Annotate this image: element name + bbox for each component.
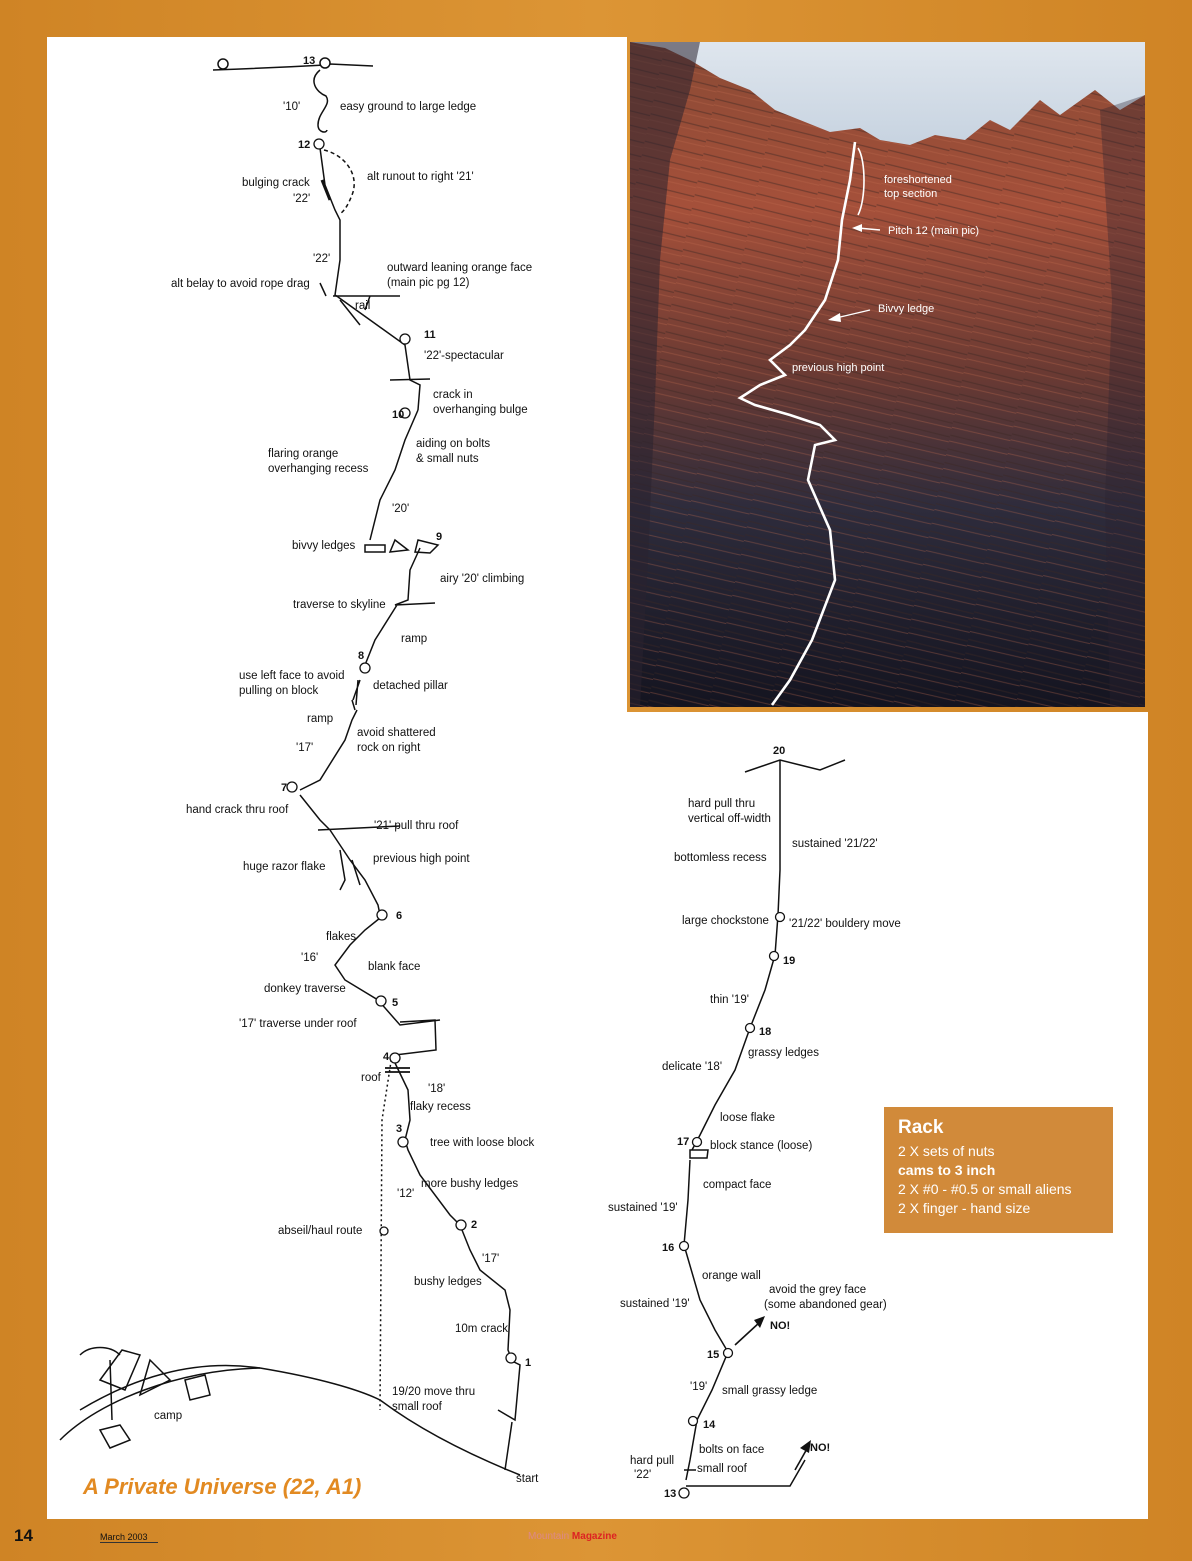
- label-grade-19: '19': [690, 1381, 708, 1393]
- label-traverse-skyline: traverse to skyline: [293, 599, 386, 611]
- label-rail: rail: [355, 300, 371, 312]
- label-flaring-1: flaring orange: [268, 448, 339, 460]
- label-small-grassy: small grassy ledge: [722, 1385, 818, 1397]
- label-prev-high: previous high point: [373, 853, 470, 865]
- label-blank-face: blank face: [368, 961, 421, 973]
- issue-date: March 2003: [100, 1532, 158, 1543]
- label-orange-face-2: (main pic pg 12): [387, 277, 470, 289]
- photo-label-bivvy: Bivvy ledge: [878, 303, 935, 315]
- label-flakes: flakes: [326, 931, 357, 943]
- belay-6: 6: [396, 910, 403, 922]
- label-crack-bulge-2: overhanging bulge: [433, 404, 528, 416]
- label-detached-pillar: detached pillar: [373, 680, 448, 692]
- label-orange-face-1: outward leaning orange face: [387, 262, 533, 274]
- label-razor-flake: huge razor flake: [243, 861, 326, 873]
- belay-12: 12: [298, 139, 311, 151]
- label-delicate: delicate '18': [662, 1061, 723, 1073]
- label-compact: compact face: [703, 1179, 772, 1191]
- belay-16: 16: [662, 1242, 675, 1254]
- belay-5: 5: [392, 997, 399, 1009]
- magazine-name: [528, 1531, 617, 1542]
- label-tree-block: tree with loose block: [430, 1137, 535, 1149]
- label-sustained-19b: sustained '19': [620, 1298, 690, 1310]
- belay-7: 7: [281, 782, 288, 794]
- rack-box: [884, 1107, 1113, 1233]
- label-airy: airy '20' climbing: [440, 573, 525, 585]
- grade-22-b: '22': [313, 253, 331, 265]
- grade-17-b: '17': [482, 1253, 500, 1265]
- label-no-2: NO!: [810, 1442, 831, 1454]
- label-orange-wall: orange wall: [702, 1270, 761, 1282]
- belay-15: 15: [707, 1349, 720, 1361]
- belay-3: 3: [396, 1123, 403, 1135]
- grade-12: '12': [397, 1188, 415, 1200]
- label-start: start: [516, 1473, 539, 1485]
- belay-19: 19: [783, 955, 796, 967]
- belay-11: 11: [424, 329, 436, 341]
- label-move-1: 19/20 move thru: [392, 1386, 476, 1398]
- label-abseil: abseil/haul route: [278, 1225, 363, 1237]
- label-crack-bulge-1: crack in: [433, 389, 473, 401]
- label-sustained-19a: sustained '19': [608, 1202, 678, 1214]
- label-camp: camp: [154, 1410, 183, 1422]
- label-ramp-1: ramp: [401, 633, 428, 645]
- label-bouldery: '21/22' bouldery move: [789, 918, 901, 930]
- photo-label-pitch: Pitch 12 (main pic): [888, 225, 980, 237]
- label-easy-ground: easy ground to large ledge: [340, 101, 477, 113]
- label-no-1: NO!: [770, 1320, 791, 1332]
- label-grey-2: (some abandoned gear): [764, 1299, 887, 1311]
- label-flaring-2: overhanging recess: [268, 463, 369, 475]
- label-spectacular: '22'-spectacular: [424, 350, 504, 362]
- label-loose-flake: loose flake: [720, 1112, 775, 1124]
- label-alt-runout: alt runout to right '21': [367, 171, 474, 183]
- label-bivvy-ledges: bivvy ledges: [292, 540, 356, 552]
- label-roof: roof: [361, 1072, 381, 1084]
- belay-10: 10: [392, 409, 405, 421]
- label-chockstone: large chockstone: [682, 915, 769, 927]
- rack-heading: Rack: [898, 1117, 944, 1138]
- label-small-roof: small roof: [697, 1463, 747, 1475]
- label-block-stance: block stance (loose): [710, 1140, 813, 1152]
- belay-9: 9: [436, 531, 443, 543]
- grade-18: '18': [428, 1083, 446, 1095]
- belay-13: 13: [303, 55, 316, 67]
- label-shattered-1: avoid shattered: [357, 727, 436, 739]
- label-more-bushy: more bushy ledges: [421, 1178, 519, 1190]
- label-flaky-recess: flaky recess: [410, 1101, 471, 1113]
- label-donkey: donkey traverse: [264, 983, 346, 995]
- label-grey-1: avoid the grey face: [769, 1284, 867, 1296]
- label-sustained-2122: sustained '21/22': [792, 838, 878, 850]
- belay-20: 20: [773, 745, 786, 757]
- label-hard-pull-1: hard pull thru: [688, 798, 756, 810]
- label-grassy-ledges: grassy ledges: [748, 1047, 819, 1059]
- photo-label-high-point: previous high point: [792, 362, 885, 374]
- grade-20: '20': [392, 503, 410, 515]
- label-hand-crack: hand crack thru roof: [186, 804, 289, 816]
- photo-label-top-section-1: foreshortened: [884, 174, 952, 186]
- rack-item: 2 X finger - hand size: [898, 1200, 1031, 1216]
- belay-13-b: 13: [664, 1488, 677, 1500]
- label-bulging-crack: bulging crack: [242, 177, 310, 189]
- label-ramp-2: ramp: [307, 713, 334, 725]
- page-number: 14: [14, 1526, 33, 1545]
- grade-16: '16': [301, 952, 319, 964]
- label-grade-22: '22': [634, 1469, 652, 1481]
- label-move-2: small roof: [392, 1401, 442, 1413]
- rack-item: 2 X #0 - #0.5 or small aliens: [898, 1181, 1072, 1197]
- label-aiding-1: aiding on bolts: [416, 438, 491, 450]
- label-bushy-ledges: bushy ledges: [414, 1276, 482, 1288]
- rack-item: 2 X sets of nuts: [898, 1143, 995, 1159]
- label-pull-roof: '21' pull thru roof: [374, 820, 459, 832]
- label-traverse-roof: '17' traverse under roof: [239, 1018, 357, 1030]
- label-left-face-2: pulling on block: [239, 685, 319, 697]
- photo-label-top-section-2: top section: [884, 188, 938, 200]
- label-aiding-2: & small nuts: [416, 453, 479, 465]
- label-bolts: bolts on face: [699, 1444, 765, 1456]
- magazine-suffix: Magazine: [571, 1531, 617, 1542]
- belay-2: 2: [471, 1219, 478, 1231]
- belay-4: 4: [383, 1051, 390, 1063]
- label-alt-belay: alt belay to avoid rope drag: [171, 278, 310, 290]
- belay-8: 8: [358, 650, 365, 662]
- belay-18: 18: [759, 1026, 772, 1038]
- label-bottomless: bottomless recess: [674, 852, 767, 864]
- rack-item: cams to 3 inch: [898, 1162, 996, 1178]
- label-hard-pull-3: hard pull: [630, 1455, 675, 1467]
- label-crack-10m: 10m crack: [455, 1323, 509, 1335]
- label-thin: thin '19': [710, 994, 749, 1006]
- grade-10: '10': [283, 101, 301, 113]
- route-title: A Private Universe (22, A1): [83, 1474, 362, 1499]
- grade-22-a: '22': [293, 193, 311, 205]
- grade-17-a: '17': [296, 742, 314, 754]
- belay-14: 14: [703, 1419, 716, 1431]
- magazine-prefix: Mountain: [528, 1531, 570, 1542]
- belay-17: 17: [677, 1136, 690, 1148]
- label-hard-pull-2: vertical off-width: [688, 813, 771, 825]
- belay-1: 1: [525, 1357, 532, 1369]
- label-left-face-1: use left face to avoid: [239, 670, 345, 682]
- label-shattered-2: rock on right: [357, 742, 421, 754]
